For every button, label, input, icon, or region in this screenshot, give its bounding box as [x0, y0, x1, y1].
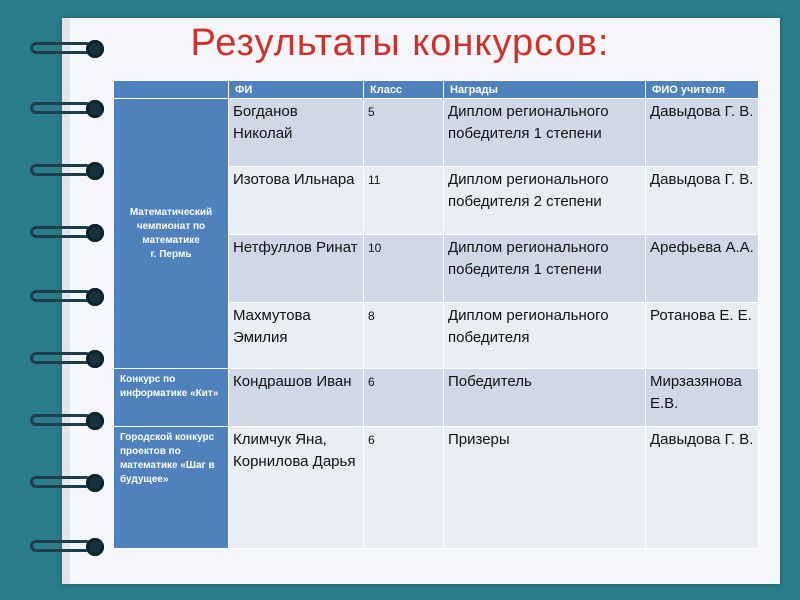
spiral-ring: [30, 100, 104, 118]
cell-grade: 10: [364, 235, 444, 303]
cell-teacher: Давыдова Г. В.: [646, 427, 759, 549]
header-group: [114, 81, 229, 99]
spiral-ring: [30, 538, 104, 556]
cell-award: Диплом регионального победителя 1 степени: [444, 99, 646, 167]
page-title: Результаты конкурсов:: [190, 22, 610, 64]
header-award: Награды: [444, 81, 646, 99]
spiral-ring: [30, 412, 104, 430]
cell-grade: 6: [364, 369, 444, 427]
table-row: [114, 99, 759, 167]
cell-award: Диплом регионального победителя 1 степени: [444, 235, 646, 303]
cell-award: Диплом регионального победителя 2 степени: [444, 167, 646, 235]
cell-teacher: Мирзазянова Е.В.: [646, 369, 759, 427]
header-name: ФИ: [229, 81, 364, 99]
spiral-ring: [30, 288, 104, 306]
cell-award: Призеры: [444, 427, 646, 549]
spiral-ring: [30, 350, 104, 368]
results-table: [113, 80, 759, 549]
cell-grade: 8: [364, 303, 444, 369]
table-row: [114, 427, 759, 549]
cell-award: Победитель: [444, 369, 646, 427]
cell-grade: 11: [364, 167, 444, 235]
cell-teacher: Давыдова Г. В.: [646, 167, 759, 235]
table-row: [114, 369, 759, 427]
cell-grade: 6: [364, 427, 444, 549]
table-header-row: [114, 81, 759, 99]
spiral-ring: [30, 224, 104, 242]
cell-name: Изотова Ильнара: [229, 167, 364, 235]
cell-name: Кондрашов Иван: [229, 369, 364, 427]
cell-name: Махмутова Эмилия: [229, 303, 364, 369]
cell-teacher: Давыдова Г. В.: [646, 99, 759, 167]
header-grade: Класс: [364, 81, 444, 99]
cell-name: Климчук Яна, Корнилова Дарья: [229, 427, 364, 549]
group-label: Конкурс по информатике «Кит»: [114, 369, 229, 427]
spiral-ring: [30, 162, 104, 180]
cell-name: Богданов Николай: [229, 99, 364, 167]
cell-grade: 5: [364, 99, 444, 167]
group-label: Городской конкурс проектов по математике «Шаг в будущее»: [114, 427, 229, 549]
header-teacher: ФИО учителя: [646, 81, 759, 99]
group-label: Математический чемпионат по математике г. Пермь: [114, 99, 229, 369]
cell-name: Нетфуллов Ринат: [229, 235, 364, 303]
spiral-ring: [30, 474, 104, 492]
cell-award: Диплом регионального победителя: [444, 303, 646, 369]
cell-teacher: Арефьева А.А.: [646, 235, 759, 303]
cell-teacher: Ротанова Е. Е.: [646, 303, 759, 369]
